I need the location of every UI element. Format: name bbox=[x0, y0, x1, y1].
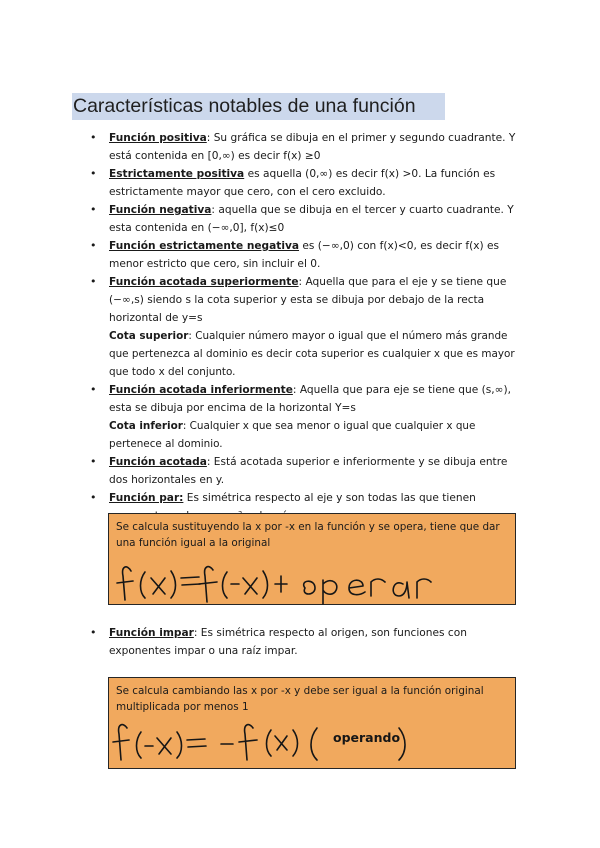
item-term: Función negativa bbox=[109, 204, 212, 216]
item-text: : aquella que se dibuja en el tercer y cuarto cuadrante. Y esta contenida en (−∞,0], f(x)≤0 bbox=[109, 204, 514, 234]
item-text: : Es simétrica respecto al origen, son funciones con exponentes impar o una raíz impar. bbox=[109, 627, 467, 657]
box-text: Se calcula sustituyendo la x por -x en la función y se opera, tiene que dar una función igual a la original bbox=[116, 521, 500, 549]
item-text: : Su gráfica se dibuja en el primer y segundo cuadrante. Y está contenida en [0,∞) es decir f(x) ≥0 bbox=[109, 132, 516, 162]
list-item bbox=[0, 165, 600, 201]
item-term: Función acotada superiormente bbox=[109, 276, 299, 288]
item-text: es (−∞,0) con f(x)<0, es decir f(x) es menor estricto que cero, sin incluir el 0. bbox=[109, 240, 500, 270]
subnote-text: : Cualquier x que sea menor o igual que cualquier x que pertenece al dominio. bbox=[109, 420, 476, 450]
box-text: Se calcula cambiando las x por -x y debe ser igual a la función original multiplicada por menos 1 bbox=[116, 685, 484, 713]
definition-list-2 bbox=[0, 624, 600, 660]
item-term: Función acotada inferiormente bbox=[109, 384, 293, 396]
list-item bbox=[0, 237, 600, 273]
item-subnote bbox=[109, 417, 520, 453]
definition-list bbox=[0, 129, 600, 525]
list-item bbox=[0, 624, 600, 660]
list-item bbox=[0, 453, 600, 489]
impar-method-box bbox=[108, 677, 516, 769]
handwriting-impar bbox=[109, 678, 517, 770]
item-text: es aquella (0,∞) es decir f(x) >0. La función es estrictamente mayor que cero, con el cero excluido. bbox=[109, 168, 496, 198]
list-item bbox=[0, 381, 600, 453]
item-text: : Aquella que para el eje y se tiene que (−∞,s) siendo s la cota superior y esta se dibuja por debajo de la recta horizontal de y=s bbox=[109, 276, 507, 324]
item-subnote bbox=[109, 327, 520, 381]
list-item bbox=[0, 129, 600, 165]
subnote-term: Cota superior bbox=[109, 330, 189, 342]
item-term: Estrictamente positiva bbox=[109, 168, 245, 180]
item-text: : Aquella que para eje se tiene que (s,∞), esta se dibuja por encima de la horizontal Y=s bbox=[109, 384, 511, 414]
list-item bbox=[0, 273, 600, 381]
item-term: Función positiva bbox=[109, 132, 207, 144]
subnote-term: Cota inferior bbox=[109, 420, 183, 432]
handwriting-word: operando bbox=[333, 730, 401, 745]
item-text: : Está acotada superior e inferiormente y se dibuja entre dos horizontales en y. bbox=[109, 456, 508, 486]
par-method-box bbox=[108, 513, 516, 605]
item-term: Función impar bbox=[109, 627, 194, 639]
page-title: Características notables de una función bbox=[72, 93, 445, 120]
item-term: Función acotada bbox=[109, 456, 207, 468]
list-item bbox=[0, 201, 600, 237]
item-text: Es simétrica respecto al eje y son todas las que tienen bbox=[186, 492, 476, 504]
item-term: Función par: bbox=[109, 492, 184, 504]
subnote-text: : Cualquier número mayor o igual que el número más grande que pertenezca al dominio es decir cota superior es cualquier x que es mayor que todo x del conjunto. bbox=[109, 330, 515, 378]
handwriting-par bbox=[109, 514, 517, 606]
item-term: Función estrictamente negativa bbox=[109, 240, 300, 252]
